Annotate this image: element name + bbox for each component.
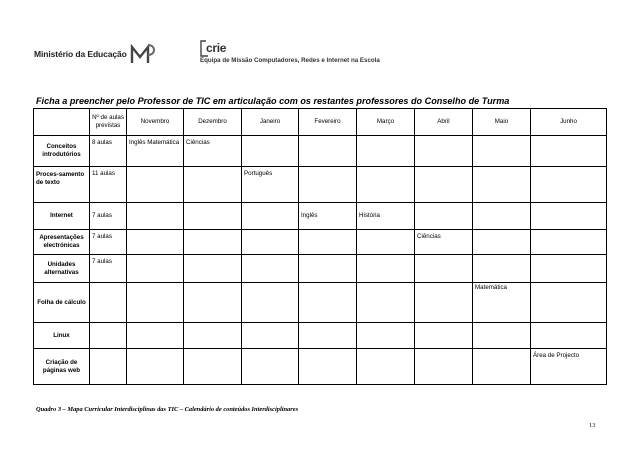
table-cell (127, 283, 184, 323)
table-cell (299, 136, 357, 167)
table-cell (531, 323, 607, 349)
table-cell: Área de Projecto (531, 349, 607, 385)
table-cell (531, 203, 607, 230)
table-cell: Inglês Matemática (127, 136, 184, 167)
table-cell: Ciências (415, 230, 473, 255)
table-cell (357, 349, 415, 385)
table-cell (415, 167, 473, 203)
table-cell (90, 283, 127, 323)
table-cell (242, 136, 299, 167)
row-label: Internet (34, 203, 90, 230)
table-cell (184, 230, 242, 255)
header-cell: Janeiro (242, 109, 299, 136)
table-cell (531, 230, 607, 255)
table-cell (299, 283, 357, 323)
table-row (34, 203, 607, 230)
table-cell (473, 349, 531, 385)
header-cell: Nº de aulas previstas (90, 109, 127, 136)
ministry-prefix: Ministério da (34, 49, 88, 59)
table-cell: 7 aulas (90, 255, 127, 283)
table-cell (242, 349, 299, 385)
ministry-bold: Educação (87, 49, 127, 59)
table-cell (242, 255, 299, 283)
table-cell (184, 203, 242, 230)
table-cell (415, 203, 473, 230)
header-cell: Junho (531, 109, 607, 136)
table-cell (299, 167, 357, 203)
table-cell (357, 167, 415, 203)
header-cell: Abril (415, 109, 473, 136)
ministry-logo (34, 42, 159, 66)
table-cell (127, 203, 184, 230)
table-row (34, 323, 607, 349)
table-cell (299, 255, 357, 283)
table-cell (415, 283, 473, 323)
table-row (34, 283, 607, 323)
table-cell: 11 aulas (90, 167, 127, 203)
table-cell (357, 136, 415, 167)
table-cell (357, 255, 415, 283)
table-cell (473, 136, 531, 167)
table-cell (415, 136, 473, 167)
crie-name: crie (206, 41, 227, 55)
table-cell (242, 323, 299, 349)
table-cell: Inglês (299, 203, 357, 230)
table-cell (415, 349, 473, 385)
table-cell (357, 230, 415, 255)
table-cell: 7 aulas (90, 203, 127, 230)
header-cell (34, 109, 90, 136)
page-number: 13 (589, 422, 596, 429)
table-cell (473, 167, 531, 203)
header-cell: Maio (473, 109, 531, 136)
table-cell (531, 283, 607, 323)
table-cell: 7 aulas (90, 230, 127, 255)
table-cell (184, 255, 242, 283)
table-caption: Quadro 3 – Mapa Curricular Interdisciplinas das TIC – Calendário de conteúdos Interdisciplinares (36, 406, 299, 413)
table-cell (184, 283, 242, 323)
table-row (34, 136, 607, 167)
table-row (34, 167, 607, 203)
table-cell (242, 230, 299, 255)
table-row (34, 349, 607, 385)
table-header-row (34, 109, 607, 136)
table-cell (242, 283, 299, 323)
table-row (34, 255, 607, 283)
table-cell (473, 323, 531, 349)
row-label: Folha de cálculo (34, 283, 90, 323)
table-cell (127, 323, 184, 349)
table-cell: Matemática (473, 283, 531, 323)
ministry-emblem-icon (129, 41, 159, 67)
table-cell (90, 349, 127, 385)
table-cell: 8 aulas (90, 136, 127, 167)
row-label: Linux (34, 323, 90, 349)
table-cell (415, 323, 473, 349)
table-cell (415, 255, 473, 283)
header-cell: Fevereiro (299, 109, 357, 136)
table-cell (184, 167, 242, 203)
table-cell (90, 323, 127, 349)
table-cell (531, 167, 607, 203)
table-cell (184, 323, 242, 349)
crie-subtitle: Equipa de Missão Computadores, Redes e Internet na Escola (200, 57, 380, 64)
row-label: Conceitos introdutórios (34, 136, 90, 167)
table-cell (127, 255, 184, 283)
row-label: Unidades alternativas (34, 255, 90, 283)
row-label: Apresentações electrónicas (34, 230, 90, 255)
table-cell (357, 283, 415, 323)
table-cell (127, 349, 184, 385)
table-cell (184, 349, 242, 385)
table-cell (473, 255, 531, 283)
row-label: Proces-samento de texto (34, 167, 90, 203)
table-cell: Português (242, 167, 299, 203)
header-cell: Dezembro (184, 109, 242, 136)
table-cell (127, 230, 184, 255)
table-cell (357, 323, 415, 349)
header-cell: Novembro (127, 109, 184, 136)
table-cell (299, 230, 357, 255)
table-cell: Ciências (184, 136, 242, 167)
curriculum-table (33, 108, 607, 385)
page-heading: Ficha a preencher pelo Professor de TIC em articulação com os restantes professores do Conselho de Turma (36, 96, 510, 106)
table-cell (473, 203, 531, 230)
table-cell (299, 323, 357, 349)
header-cell: Março (357, 109, 415, 136)
table-cell: História (357, 203, 415, 230)
table-cell (473, 230, 531, 255)
table-row (34, 230, 607, 255)
table-cell (531, 136, 607, 167)
table-cell (299, 349, 357, 385)
table-cell (242, 203, 299, 230)
row-label: Criação de páginas web (34, 349, 90, 385)
table-cell (127, 167, 184, 203)
table-cell (531, 255, 607, 283)
